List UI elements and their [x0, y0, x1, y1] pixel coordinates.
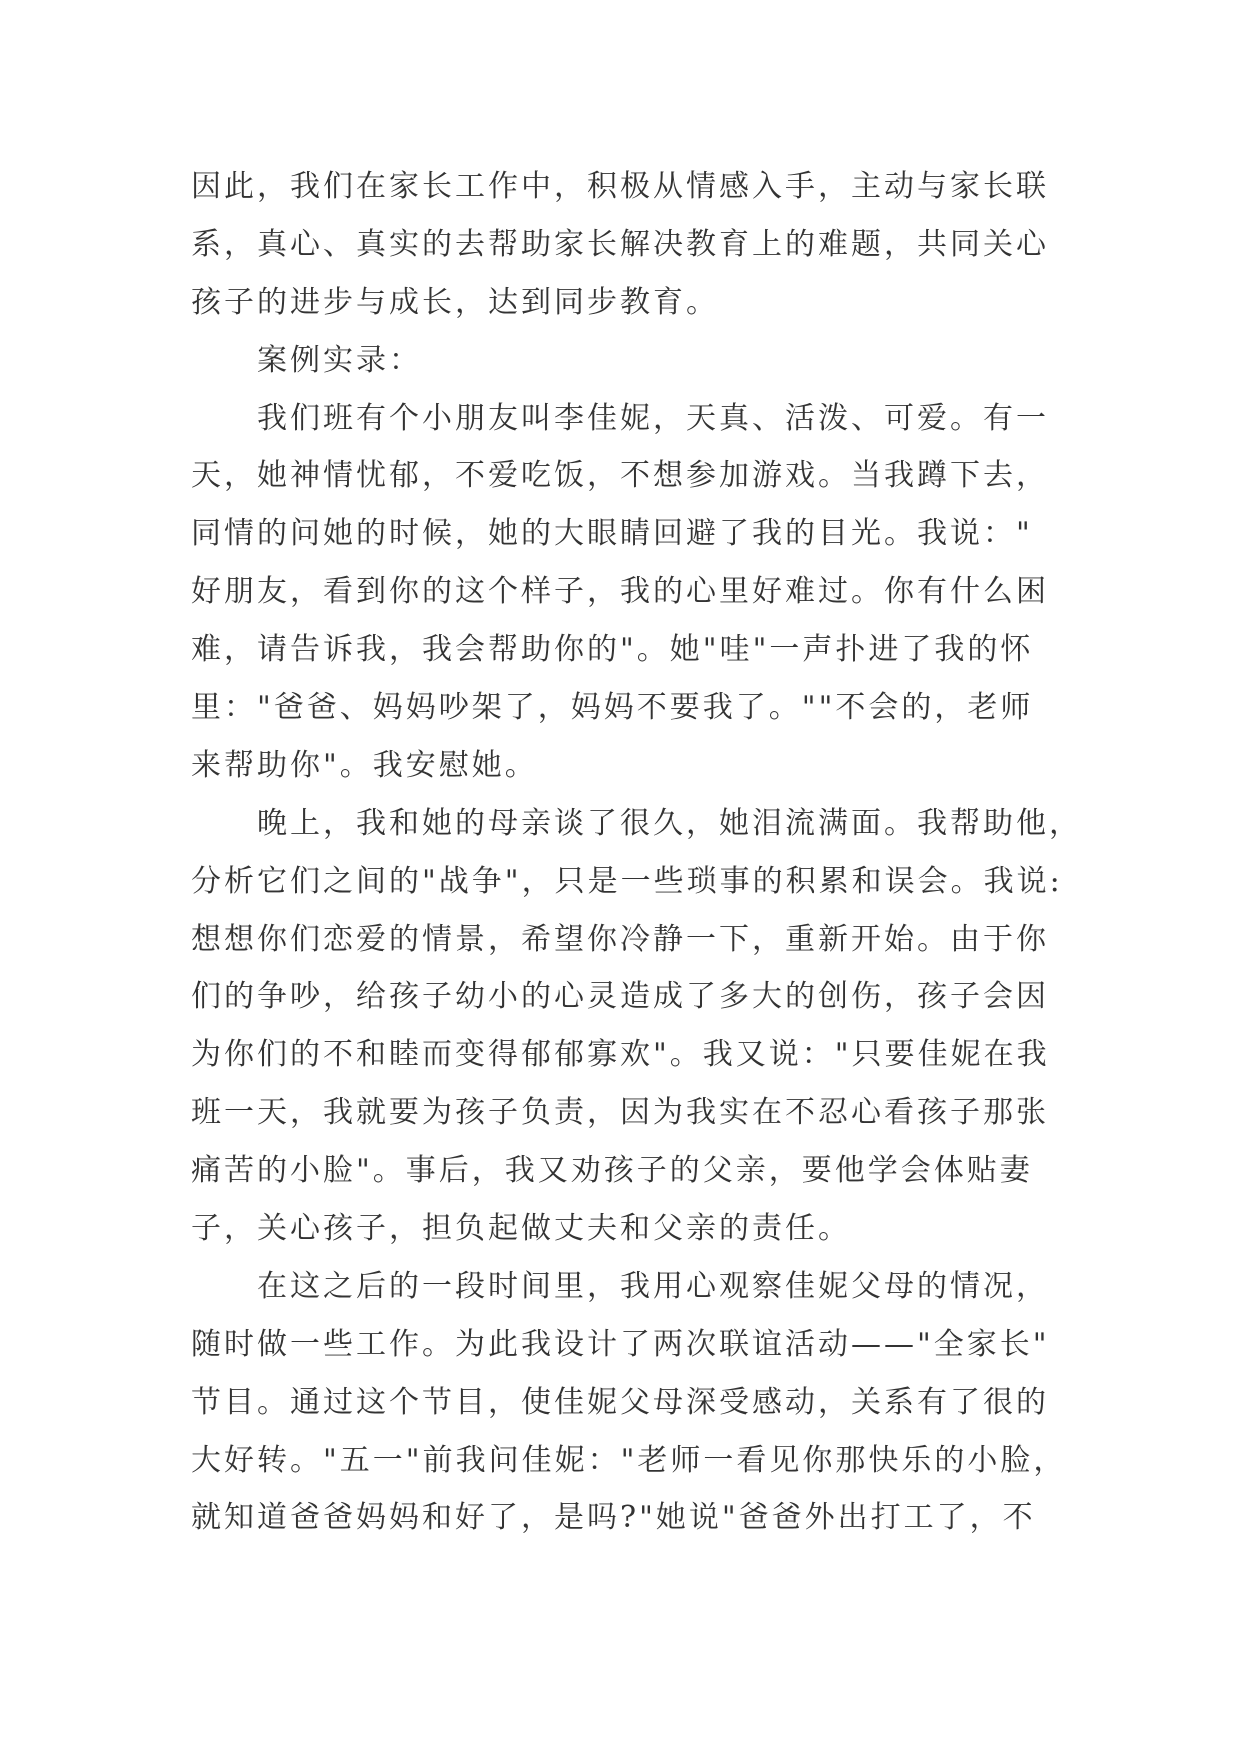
text-line: 系，真心、真实的去帮助家长解决教育上的难题，共同关心	[191, 226, 1049, 262]
text-line: 随时做一些工作。为此我设计了两次联谊活动——"全家长"	[191, 1326, 1050, 1362]
paragraph-start: 我们班有个小朋友叫李佳妮，天真、活泼、可爱。有一	[257, 400, 1049, 436]
text-line: 节目。通过这个节目，使佳妮父母深受感动，关系有了很的	[191, 1384, 1049, 1420]
text-line: 想想你们恋爱的情景，希望你冷静一下，重新开始。由于你	[191, 921, 1049, 957]
text-line: 天，她神情忧郁，不爱吃饭，不想参加游戏。当我蹲下去，	[191, 458, 1049, 494]
text-line: 们的争吵，给孩子幼小的心灵造成了多大的创伤，孩子会因	[191, 979, 1049, 1015]
text-line: 班一天，我就要为孩子负责，因为我实在不忍心看孩子那张	[191, 1095, 1049, 1131]
text-line: 子，关心孩子，担负起做丈夫和父亲的责任。	[191, 1211, 851, 1247]
text-line: 就知道爸爸妈妈和好了，是吗?"她说"爸爸外出打工了，不	[191, 1500, 1036, 1536]
text-line: 好朋友，看到你的这个样子，我的心里好难过。你有什么困	[191, 574, 1049, 610]
text-line: 痛苦的小脸"。事后，我又劝孩子的父亲，要他学会体贴妻	[191, 1153, 1033, 1189]
text-line: 里："爸爸、妈妈吵架了，妈妈不要我了。""不会的，老师	[191, 690, 1034, 726]
text-line: 难，请告诉我，我会帮助你的"。她"哇"一声扑进了我的怀	[191, 632, 1034, 668]
paragraph-start: 在这之后的一段时间里，我用心观察佳妮父母的情况，	[257, 1268, 1049, 1304]
paragraph-start: 晚上，我和她的母亲谈了很久，她泪流满面。我帮助他，	[257, 805, 1082, 841]
text-body	[191, 158, 1082, 1547]
text-line: 因此，我们在家长工作中，积极从情感入手，主动与家长联	[191, 169, 1049, 204]
text-line: 为你们的不和睦而变得郁郁寡欢"。我又说："只要佳妮在我	[191, 1037, 1050, 1073]
text-line: 孩子的进步与成长，达到同步教育。	[191, 284, 719, 320]
text-line: 大好转。"五一"前我问佳妮："老师一看见你那快乐的小脸，	[191, 1442, 1067, 1478]
text-line: 同情的问她的时候，她的大眼睛回避了我的目光。我说："	[191, 516, 1033, 552]
text-line: 分析它们之间的"战争"，只是一些琐事的积累和误会。我说:	[191, 863, 1063, 899]
section-heading: 案例实录：	[257, 342, 422, 378]
text-line: 来帮助你"。我安慰她。	[191, 747, 538, 783]
